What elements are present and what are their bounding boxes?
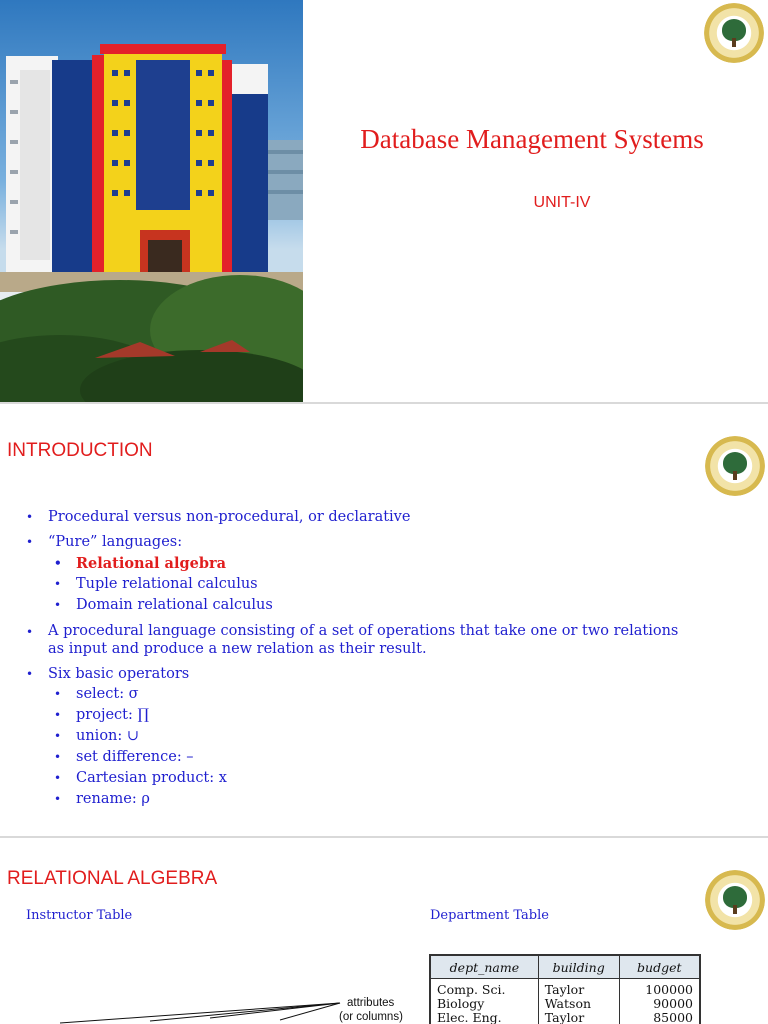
table-row (430, 1011, 700, 1024)
list-item: • union: ∪ (76, 728, 676, 749)
building-illustration (0, 0, 303, 402)
attribute-pointer-lines (0, 988, 345, 1024)
slide-title: Database Management Systems (360, 124, 704, 154)
introduction-slide (0, 404, 768, 836)
title-slide (0, 0, 768, 402)
relational-algebra-slide (0, 838, 768, 1024)
list-item: • Cartesian product: x (76, 770, 676, 791)
list-item: • A procedural language consisting of a set of operations that take one or two relations as input and produce a new relation as their result. (48, 623, 688, 666)
list-item: • Procedural versus non-procedural, or declarative (48, 509, 708, 534)
slide-heading: RELATIONAL ALGEBRA (7, 868, 218, 889)
table-cell: Watson (538, 997, 619, 1011)
university-seal-logo (705, 436, 765, 496)
attributes-label (339, 996, 403, 1024)
seal-trunk (733, 471, 737, 480)
table-cell: Comp. Sci. (430, 979, 538, 998)
table-cell: 100000 (619, 979, 700, 998)
list-item: • Relational algebra (76, 555, 696, 576)
list-item: • rename: ρ (76, 791, 676, 812)
column-header: budget (619, 955, 700, 979)
list-item: • Domain relational calculus (76, 597, 696, 622)
sub-bullet-list (76, 686, 676, 812)
bullet-list (48, 509, 708, 555)
department-table-caption: Department Table (430, 908, 549, 923)
university-seal-logo (705, 870, 765, 930)
sub-bullet-list (76, 555, 696, 622)
list-item: • project: ∏ (76, 707, 676, 728)
list-item: • “Pure” languages: (48, 534, 708, 555)
campus-building-photo (0, 0, 303, 402)
slide-subtitle: UNIT-IV (533, 194, 591, 211)
seal-trunk (733, 905, 737, 914)
table-row (430, 979, 700, 998)
table-cell: Biology (430, 997, 538, 1011)
instructor-table-caption: Instructor Table (26, 908, 133, 923)
table-cell: 90000 (619, 997, 700, 1011)
column-header: dept_name (430, 955, 538, 979)
table-cell: Taylor (538, 979, 619, 998)
slide-heading: INTRODUCTION (7, 440, 153, 461)
department-table (429, 954, 701, 1024)
table-row (430, 997, 700, 1011)
attributes-label-line1: attributes (347, 997, 395, 1009)
list-item: • select: σ (76, 686, 676, 707)
university-seal-logo (704, 3, 764, 63)
list-item: • Tuple relational calculus (76, 576, 696, 597)
table-cell: Elec. Eng. (430, 1011, 538, 1024)
attributes-label-line2: (or columns) (339, 1011, 403, 1023)
table-cell: 85000 (619, 1011, 700, 1024)
bullet-list (48, 623, 688, 687)
column-header: building (538, 955, 619, 979)
table-cell: Taylor (538, 1011, 619, 1024)
seal-trunk (732, 38, 736, 47)
list-item: • Six basic operators (48, 666, 688, 687)
list-item: • set difference: – (76, 749, 676, 770)
